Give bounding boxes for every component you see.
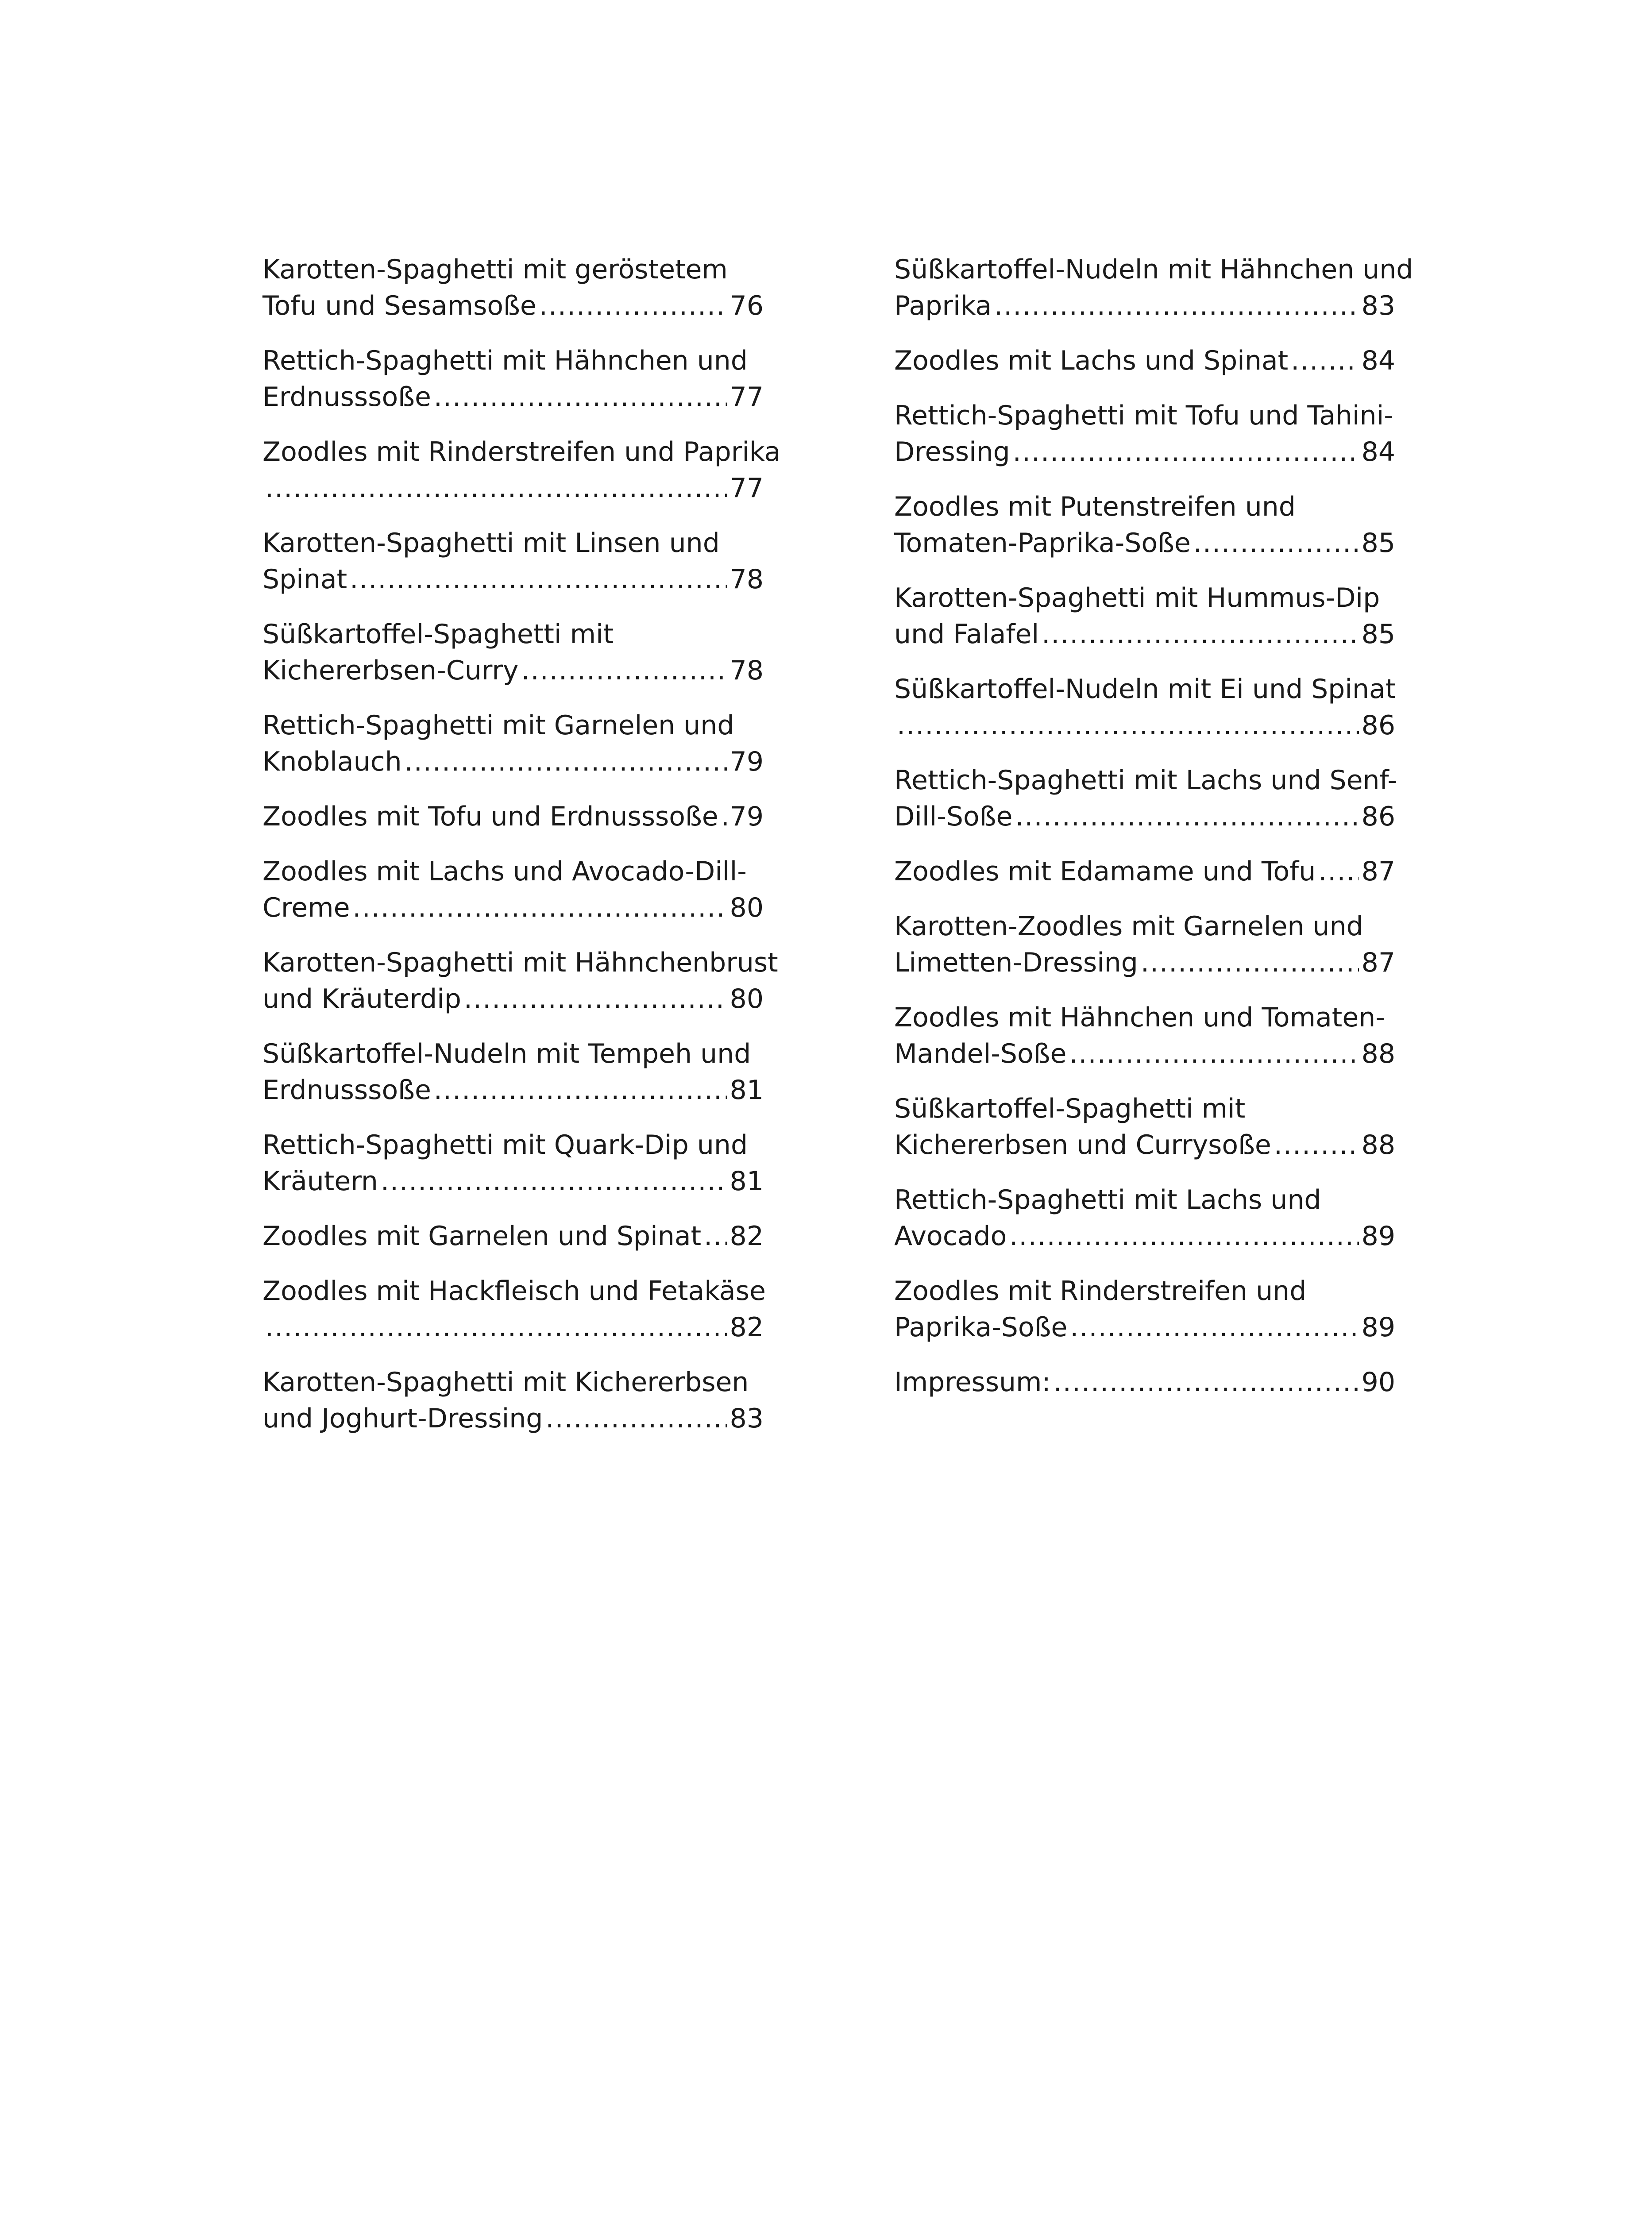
dot-leader [1015,798,1359,835]
toc-entry-title-line: Süßkartoffel-Nudeln mit Hähnchen und [894,254,1413,285]
toc-entry-page-line [894,1036,1395,1072]
toc-entry-title-line: Süßkartoffel-Spaghetti mit [262,619,614,650]
toc-entry-title-line: Süßkartoffel-Nudeln mit Tempeh und [262,1038,751,1069]
toc-entry-title-line: Paprika-Soße [894,1312,1068,1343]
page-number: 79 [730,801,764,832]
toc-entry-title-line: Kräutern [262,1166,378,1197]
toc-entry[interactable] [894,908,1395,981]
dot-leader [265,1309,727,1346]
toc-entry[interactable] [894,1364,1395,1400]
toc-entry-title-line: Zoodles mit Lachs und Spinat [894,345,1289,376]
toc-entry[interactable] [262,945,778,1017]
toc-entry[interactable] [262,251,764,324]
toc-entry[interactable] [262,1127,764,1199]
toc-entry-page-line [894,1364,1395,1400]
toc-entry[interactable] [894,1273,1395,1346]
page-number: 83 [730,1403,764,1434]
dot-leader [1141,945,1359,981]
toc-entry-title-line: Rettich-Spaghetti mit Garnelen und [262,710,734,741]
toc-entry-title-line: Impressum: [894,1367,1051,1398]
toc-entry-title-line: Limetten-Dressing [894,947,1138,978]
toc-entry-page-line [262,288,764,324]
page-number: 79 [730,746,764,777]
toc-entry-page-line [894,525,1395,561]
dot-leader [405,744,727,780]
page-number: 77 [730,473,764,504]
toc-entry-title-line: Rettich-Spaghetti mit Quark-Dip und [262,1130,748,1160]
toc-entry-title-line: Karotten-Spaghetti mit geröstetem [262,254,728,285]
toc-entry-page-line [262,744,764,780]
toc-entry-title-line: Zoodles mit Lachs und Avocado-Dill- [262,856,747,887]
toc-entry[interactable] [894,397,1395,470]
toc-entry[interactable] [894,1091,1395,1163]
toc-column-right [894,251,1413,1419]
page-number: 90 [1361,1367,1395,1398]
toc-entry[interactable] [262,434,781,506]
toc-entry-page-line [894,1218,1395,1254]
toc-entry[interactable] [894,343,1395,379]
dot-leader [353,890,727,926]
dot-leader [265,470,727,506]
dot-leader [994,288,1359,324]
dot-leader [464,981,727,1017]
toc-entry-page-line [262,470,764,506]
toc-entry-title-line: Kichererbsen und Currysoße [894,1130,1271,1160]
toc-entry[interactable] [262,525,764,598]
page-number: 84 [1361,436,1395,467]
page-number: 82 [730,1221,764,1252]
toc-entry-page-line [894,434,1395,470]
toc-entry[interactable] [262,707,764,780]
toc-entry-title-line: Zoodles mit Putenstreifen und [894,491,1296,522]
toc-entry-page-line [262,981,764,1017]
dot-leader [1009,1218,1359,1254]
toc-entry-title-line: Avocado [894,1221,1007,1252]
dot-leader [381,1163,727,1199]
toc-entry-title-line: Karotten-Spaghetti mit Hummus-Dip [894,582,1380,613]
toc-entry-title-line: Dressing [894,436,1010,467]
toc-entry-title-line: Karotten-Zoodles mit Garnelen und [894,911,1363,942]
toc-entry-page-line [262,1309,764,1346]
toc-entry-title-line: Zoodles mit Rinderstreifen und Paprika [262,436,781,467]
toc-entry-title-line: Karotten-Spaghetti mit Kichererbsen [262,1367,749,1398]
toc-entry-title-line: Zoodles mit Hähnchen und Tomaten- [894,1002,1385,1033]
toc-entry-title-line: Süßkartoffel-Spaghetti mit [894,1093,1246,1124]
toc-entry[interactable] [894,999,1395,1072]
toc-entry-title-line: Mandel-Soße [894,1038,1067,1069]
page-number: 83 [1361,290,1395,321]
page-number: 78 [730,564,764,595]
dot-leader [350,561,727,598]
toc-entry-title-line: Rettich-Spaghetti mit Lachs und Senf- [894,765,1397,796]
toc-entry-page-line [894,343,1395,379]
page-number: 85 [1361,528,1395,559]
page-number: 89 [1361,1312,1395,1343]
dot-leader [1291,343,1359,379]
toc-entry-page-line [894,798,1395,835]
toc-entry-title-line: Rettich-Spaghetti mit Hähnchen und [262,345,748,376]
dot-leader [1054,1364,1359,1400]
toc-entry[interactable] [894,1182,1395,1254]
toc-entry-title-line: und Kräuterdip [262,983,461,1014]
page-number: 84 [1361,345,1395,376]
toc-entry-title-line: Rettich-Spaghetti mit Lachs und [894,1184,1321,1215]
toc-entry[interactable] [894,251,1413,324]
toc-entry-page-line [262,1163,764,1199]
page-number: 88 [1361,1038,1395,1069]
toc-entry[interactable] [894,671,1395,744]
toc-entry-title-line: Zoodles mit Rinderstreifen und [894,1276,1307,1307]
toc-entry-page-line [894,853,1395,890]
page-number: 78 [730,655,764,686]
toc-entry-title-line: Spinat [262,564,347,595]
toc-entry-title-line: Karotten-Spaghetti mit Linsen und [262,528,720,559]
toc-entry-title-line: Tomaten-Paprika-Soße [894,528,1191,559]
toc-entry-page-line [262,1072,764,1108]
toc-entry-title-line: Tofu und Sesamsoße [262,290,537,321]
toc-entry[interactable] [262,1273,764,1346]
toc-entry-page-line [262,652,764,689]
page-number: 81 [730,1075,764,1106]
page-number: 86 [1361,801,1395,832]
toc-entry-page-line [262,890,764,926]
toc-entry[interactable] [894,489,1395,561]
toc-entry-title-line: und Falafel [894,619,1039,650]
page-number: 86 [1361,710,1395,741]
toc-entry-page-line [894,945,1395,981]
dot-leader [545,1400,727,1437]
dot-leader [539,288,727,324]
dot-leader [1318,853,1359,890]
toc-entry-page-line [894,1127,1395,1163]
toc-entry[interactable] [262,343,764,415]
toc-entry-title-line: Rettich-Spaghetti mit Tofu und Tahini- [894,400,1393,431]
toc-entry-title-line: Knoblauch [262,746,402,777]
dot-leader [897,707,1359,744]
toc-entry[interactable] [894,853,1395,890]
page-number: 80 [730,983,764,1014]
page-number: 88 [1361,1130,1395,1160]
toc-entry-page-line [894,288,1395,324]
toc-entry-page-line [262,1400,764,1437]
dot-leader [1193,525,1359,561]
toc-entry[interactable] [894,762,1395,835]
toc-entry[interactable] [262,1218,764,1254]
dot-leader [1042,616,1359,652]
toc-entry[interactable] [894,580,1395,652]
toc-entry-title-line: Zoodles mit Edamame und Tofu [894,856,1316,887]
toc-entry[interactable] [262,853,764,926]
page-number: 89 [1361,1221,1395,1252]
toc-entry[interactable] [262,1036,764,1108]
page-number: 82 [730,1312,764,1343]
dot-leader [1069,1036,1359,1072]
dot-leader [434,379,727,415]
toc-entry-title-line: Creme [262,892,350,923]
toc-entry-page-line [262,561,764,598]
toc-entry-title-line: Zoodles mit Hackfleisch und Fetakäse [262,1276,766,1307]
toc-entry[interactable] [262,1364,764,1437]
page-number: 77 [730,382,764,413]
page-number: 85 [1361,619,1395,650]
toc-entry-title-line: und Joghurt-Dressing [262,1403,543,1434]
toc-entry-page-line [894,707,1395,744]
dot-leader [1013,434,1359,470]
page-number: 87 [1361,947,1395,978]
toc-entry-title-line: Erdnusssoße [262,1075,431,1106]
toc-entry-page-line [894,1309,1395,1346]
dot-leader [704,1218,727,1254]
toc-entry-title-line: Paprika [894,290,992,321]
page-number: 76 [730,290,764,321]
toc-entry-title-line: Erdnusssoße [262,382,431,413]
toc-entry-page-line [894,616,1395,652]
toc-entry[interactable] [262,798,764,835]
toc-entry-page-line [262,798,764,835]
toc-column-left [262,251,781,1455]
dot-leader [1070,1309,1359,1346]
page-number: 80 [730,892,764,923]
dot-leader [1274,1127,1359,1163]
toc-entry-title-line: Kichererbsen-Curry [262,655,519,686]
toc-entry-title-line: Dill-Soße [894,801,1013,832]
toc-entry-title-line: Zoodles mit Tofu und Erdnusssoße [262,801,718,832]
toc-entry-title-line: Süßkartoffel-Nudeln mit Ei und Spinat [894,674,1396,705]
page-number: 87 [1361,856,1395,887]
dot-leader [434,1072,727,1108]
dot-leader [721,798,727,835]
toc-entry[interactable] [262,616,764,689]
toc-entry-title-line: Karotten-Spaghetti mit Hähnchenbrust [262,947,778,978]
toc-entry-page-line [262,1218,764,1254]
dot-leader [521,652,727,689]
toc-entry-title-line: Zoodles mit Garnelen und Spinat [262,1221,702,1252]
page-number: 81 [730,1166,764,1197]
toc-entry-page-line [262,379,764,415]
